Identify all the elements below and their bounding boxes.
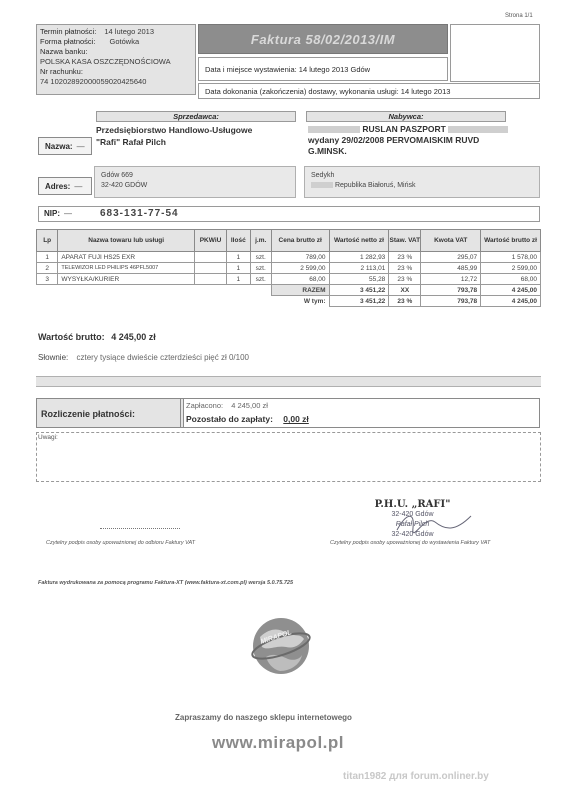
page-counter: Strona 1/1 — [505, 13, 533, 19]
issuer-signature-caption: Czytelny podpis osoby upoważnionej do wystawienia Faktury VAT — [330, 540, 491, 546]
cell-lp: 3 — [37, 274, 58, 285]
buyer-address-text: Republika Białoruś, Mińsk — [334, 182, 416, 189]
buyer-name-text: RUSLAN PASZPORT — [362, 124, 446, 134]
account-value: 74 10202892000059020425640 — [40, 77, 147, 86]
paid-value: 4 245,00 zł — [231, 401, 268, 410]
breakdown-netto: 3 451,22 — [329, 296, 389, 307]
cell-cena: 789,00 — [271, 252, 329, 263]
mirapol-globe-logo — [250, 615, 312, 677]
cell-nazwa: APARAT FUJI HS25 EXR — [58, 252, 195, 263]
cell-nazwa: TELEWIZOR LED PHILIPS 46PFL5007 — [58, 263, 195, 274]
vat-breakdown-label: W tym: — [303, 297, 326, 305]
notes-label: Uwagi: — [38, 434, 58, 441]
col-netto: Wartość netto zł — [329, 230, 389, 252]
breakdown-brutto: 4 245,00 — [481, 296, 541, 307]
cell-vat-rate: 23 % — [389, 252, 421, 263]
stamp-line-4: 32-420 Gdów — [391, 531, 434, 538]
col-pkwiu: PKWiU — [195, 230, 227, 252]
amount-in-words-value: cztery tysiące dwieście czterdzieści pięć zł 0/100 — [76, 353, 249, 362]
buyer-address-line-1: Sedykh — [311, 172, 335, 179]
account-label: Nr rachunku: — [40, 67, 83, 76]
breakdown-vat-rate: 23 % — [389, 296, 421, 307]
table-row — [37, 274, 541, 285]
cell-vat-amount: 485,99 — [421, 263, 481, 274]
cell-lp: 2 — [37, 263, 58, 274]
payment-term-value: 14 lutego 2013 — [104, 27, 155, 36]
redaction-block — [448, 126, 508, 133]
redaction-block — [308, 126, 360, 133]
cell-vat-amount: 295,07 — [421, 252, 481, 263]
seller-name — [96, 124, 252, 148]
buyer-signature-caption: Czytelny podpis osoby upoważnionej do odbioru Faktury VAT — [46, 540, 196, 546]
buyer-signature-line — [100, 528, 180, 529]
cell-lp: 1 — [37, 252, 58, 263]
name-label: Nazwa: — [45, 142, 73, 151]
address-dash: — — [74, 182, 83, 191]
amount-in-words-label: Słownie: — [38, 353, 69, 362]
header-corner-box — [450, 24, 540, 82]
payment-form-value: Gotówka — [109, 37, 140, 46]
amount-in-words — [38, 353, 249, 362]
redaction-block — [311, 182, 333, 188]
name-dash: — — [76, 142, 85, 151]
items-table — [36, 229, 541, 307]
col-nazwa: Nazwa towaru lub usługi — [58, 230, 195, 252]
cell-ilosc: 1 — [227, 274, 250, 285]
col-cena: Cena brutto zł — [271, 230, 329, 252]
vat-breakdown-row — [37, 296, 541, 307]
table-row — [37, 263, 541, 274]
seller-address-line-1: Gdów 669 — [101, 172, 133, 179]
cell-netto: 55,28 — [329, 274, 389, 285]
cell-vat-rate: 23 % — [389, 274, 421, 285]
cell-nazwa: WYSYŁKA/KURIER — [58, 274, 195, 285]
gross-total-value: 4 245,00 zł — [111, 332, 156, 342]
cell-netto: 2 113,01 — [329, 263, 389, 274]
cell-pkwiu — [195, 274, 227, 285]
col-vat-amount: Kwota VAT — [421, 230, 481, 252]
nip-label: NIP: — [44, 209, 60, 218]
seller-name-line-1: Przedsiębiorstwo Handlowo-Usługowe — [96, 125, 253, 135]
buyer-name — [308, 124, 538, 157]
bank-label: Nazwa banku: — [40, 47, 88, 56]
seller-header: Sprzedawca: — [96, 111, 296, 122]
col-ilosc: Ilość — [227, 230, 250, 252]
cell-pkwiu — [195, 263, 227, 274]
total-label: RAZEM — [271, 285, 329, 296]
total-brutto: 4 245,00 — [481, 285, 541, 296]
cell-ilosc: 1 — [227, 252, 250, 263]
paid-label: Zapłacono: — [186, 401, 224, 410]
breakdown-vat-amount: 793,78 — [421, 296, 481, 307]
col-jm: j.m. — [250, 230, 271, 252]
buyer-address-line-2 — [311, 181, 539, 191]
program-note: Faktura wydrukowana za pomocą programu Faktura-XT (www.faktura-xt.com.pl) wersja 5.0.75.725 — [38, 580, 294, 586]
logo-text: MIRAPOL — [259, 629, 293, 646]
nip-dash: — — [64, 209, 72, 218]
payment-term-row — [37, 27, 195, 37]
buyer-name-line-3: G.MINSK. — [308, 146, 347, 156]
col-vat-rate: Staw. VAT — [389, 230, 421, 252]
invitation-text: Zapraszamy do naszego sklepu internetowego — [175, 713, 352, 722]
bank-value: POLSKA KASA OSZCZĘDNOŚCIOWA — [40, 57, 171, 66]
seller-nip: 683-131-77-54 — [100, 208, 179, 219]
total-row — [37, 285, 541, 296]
address-label-box — [38, 177, 92, 195]
delivery-date: Data dokonania (zakończenia) dostawy, wykonania usługi: 14 lutego 2013 — [198, 83, 540, 99]
payment-form-row — [37, 37, 195, 47]
remaining-row — [186, 414, 309, 424]
invoice-title: Faktura 58/02/2013/IM — [198, 24, 448, 54]
col-brutto: Wartość brutto zł — [481, 230, 541, 252]
cell-vat-amount: 12,72 — [421, 274, 481, 285]
remaining-label: Pozostało do zapłaty: — [186, 414, 273, 424]
website-link[interactable]: www.mirapol.pl — [212, 733, 344, 752]
name-label-box — [38, 137, 92, 155]
watermark: titan1982 для forum.onliner.by — [343, 771, 489, 782]
gross-total — [38, 332, 156, 342]
notes-box — [36, 432, 541, 482]
cell-netto: 1 282,93 — [329, 252, 389, 263]
paid-row — [186, 401, 268, 410]
buyer-header: Nabywca: — [306, 111, 506, 122]
table-header-row — [37, 230, 541, 252]
stamp-company: P.H.U. „RAFI" — [374, 499, 451, 510]
handwritten-signature-icon — [395, 508, 475, 538]
buyer-name-line-2: wydany 29/02/2008 PERVOMAISKIM RUVD — [308, 135, 480, 145]
cell-pkwiu — [195, 252, 227, 263]
cell-brutto: 68,00 — [481, 274, 541, 285]
cell-brutto: 1 578,00 — [481, 252, 541, 263]
table-row — [37, 252, 541, 263]
cell-vat-rate: 23 % — [389, 263, 421, 274]
payment-info-box — [36, 24, 196, 95]
seller-name-line-2: "Rafi" Rafał Pilch — [96, 137, 166, 147]
total-netto: 3 451,22 — [329, 285, 389, 296]
seller-address-line-2: 32-420 GDÓW — [101, 182, 148, 189]
gross-total-label: Wartość brutto: — [38, 332, 105, 342]
total-vat-rate: XX — [389, 285, 421, 296]
cell-jm: szt. — [250, 274, 271, 285]
cell-jm: szt. — [250, 252, 271, 263]
buyer-address — [304, 166, 540, 198]
cell-cena: 68,00 — [271, 274, 329, 285]
cell-jm: szt. — [250, 263, 271, 274]
cell-brutto: 2 599,00 — [481, 263, 541, 274]
buyer-name-line-1 — [308, 124, 538, 135]
nip-label-box — [38, 205, 92, 223]
stamp-line-3: Rafał Pilch — [395, 521, 430, 528]
issue-date: Data i miejsce wystawienia: 14 lutego 2013 Gdów — [198, 57, 448, 81]
payment-form-label: Forma płatności: — [40, 37, 96, 46]
address-label: Adres: — [45, 182, 71, 191]
cell-cena: 2 599,00 — [271, 263, 329, 274]
section-separator — [36, 376, 541, 387]
stamp-line-2: 32-420 Gdów — [391, 511, 434, 518]
seller-address — [94, 166, 296, 198]
cell-ilosc: 1 — [227, 263, 250, 274]
total-vat-amount: 793,78 — [421, 285, 481, 296]
settlement-label: Rozliczenie płatności: — [36, 398, 184, 428]
remaining-value: 0,00 zł — [283, 414, 309, 424]
payment-term-label: Termin płatności: — [40, 27, 97, 36]
col-lp: Lp — [37, 230, 58, 252]
